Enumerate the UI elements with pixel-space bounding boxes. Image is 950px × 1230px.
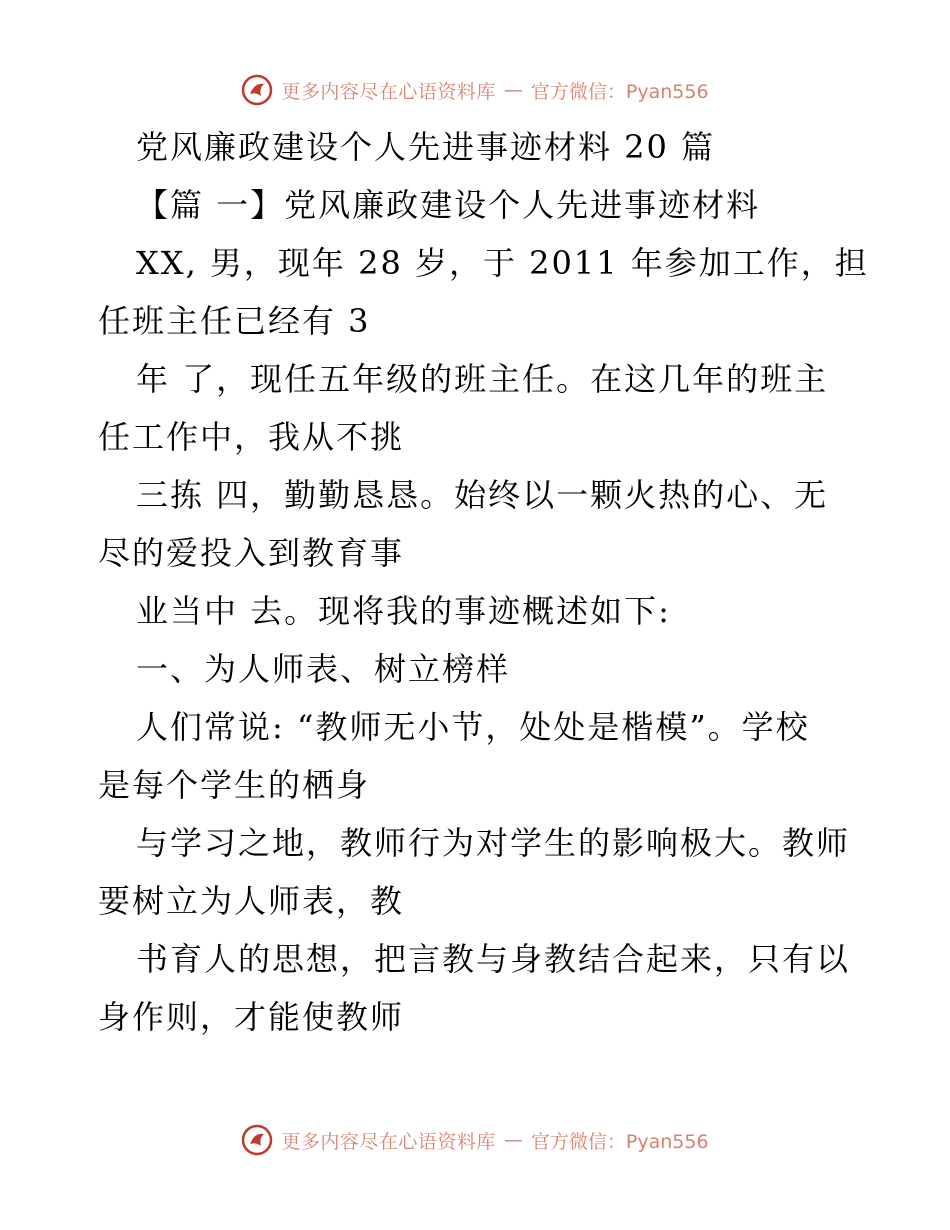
text-line: XX, 男，现年 28 岁，于 2011 年参加工作，担 <box>136 244 869 282</box>
watermark-dash: — <box>503 1129 523 1151</box>
watermark-dash: — <box>503 79 523 101</box>
text-line: 一、为人师表、树立榜样 <box>136 650 511 688</box>
document-title: 党风廉政建设个人先进事迹材料 20 篇 <box>136 128 716 166</box>
watermark-text: 更多内容尽在心语资料库 <box>281 80 496 103</box>
text-line: 是每个学生的栖身 <box>98 766 371 804</box>
text-line: 身作则，才能使教师 <box>98 998 405 1036</box>
header-watermark <box>0 72 950 108</box>
section-heading: 【篇 一】党风廉政建设个人先进事迹材料 <box>136 186 761 224</box>
text-line: 业当中 去。现将我的事迹概述如下: <box>136 592 671 630</box>
text-line: 与学习之地，教师行为对学生的影响极大。教师 <box>136 824 851 862</box>
text-line: 书育人的思想，把言教与身教结合起来，只有以 <box>136 940 851 978</box>
text-line: 尽的爱投入到教育事 <box>98 534 405 572</box>
watermark-text: 更多内容尽在心语资料库 <box>281 1130 496 1153</box>
text-line: 任班主任已经有 3 <box>98 302 371 340</box>
watermark-contact: 官方微信：Pyan556 <box>530 80 709 103</box>
text-line: 要树立为人师表，教 <box>98 882 405 920</box>
text-line: 年 了，现任五年级的班主任。在这几年的班主 <box>136 360 829 398</box>
text-line: 三拣 四，勤勤恳恳。始终以一颗火热的心、无 <box>136 476 829 514</box>
footer-watermark <box>0 1122 950 1158</box>
text-line: 任工作中，我从不挑 <box>98 418 405 456</box>
seal-logo-icon <box>241 1124 273 1156</box>
seal-logo-icon <box>241 74 273 106</box>
document-body <box>98 118 869 1046</box>
watermark-contact: 官方微信：Pyan556 <box>530 1130 709 1153</box>
text-line: 人们常说: “教师无小节，处处是楷模”。学校 <box>136 708 810 746</box>
